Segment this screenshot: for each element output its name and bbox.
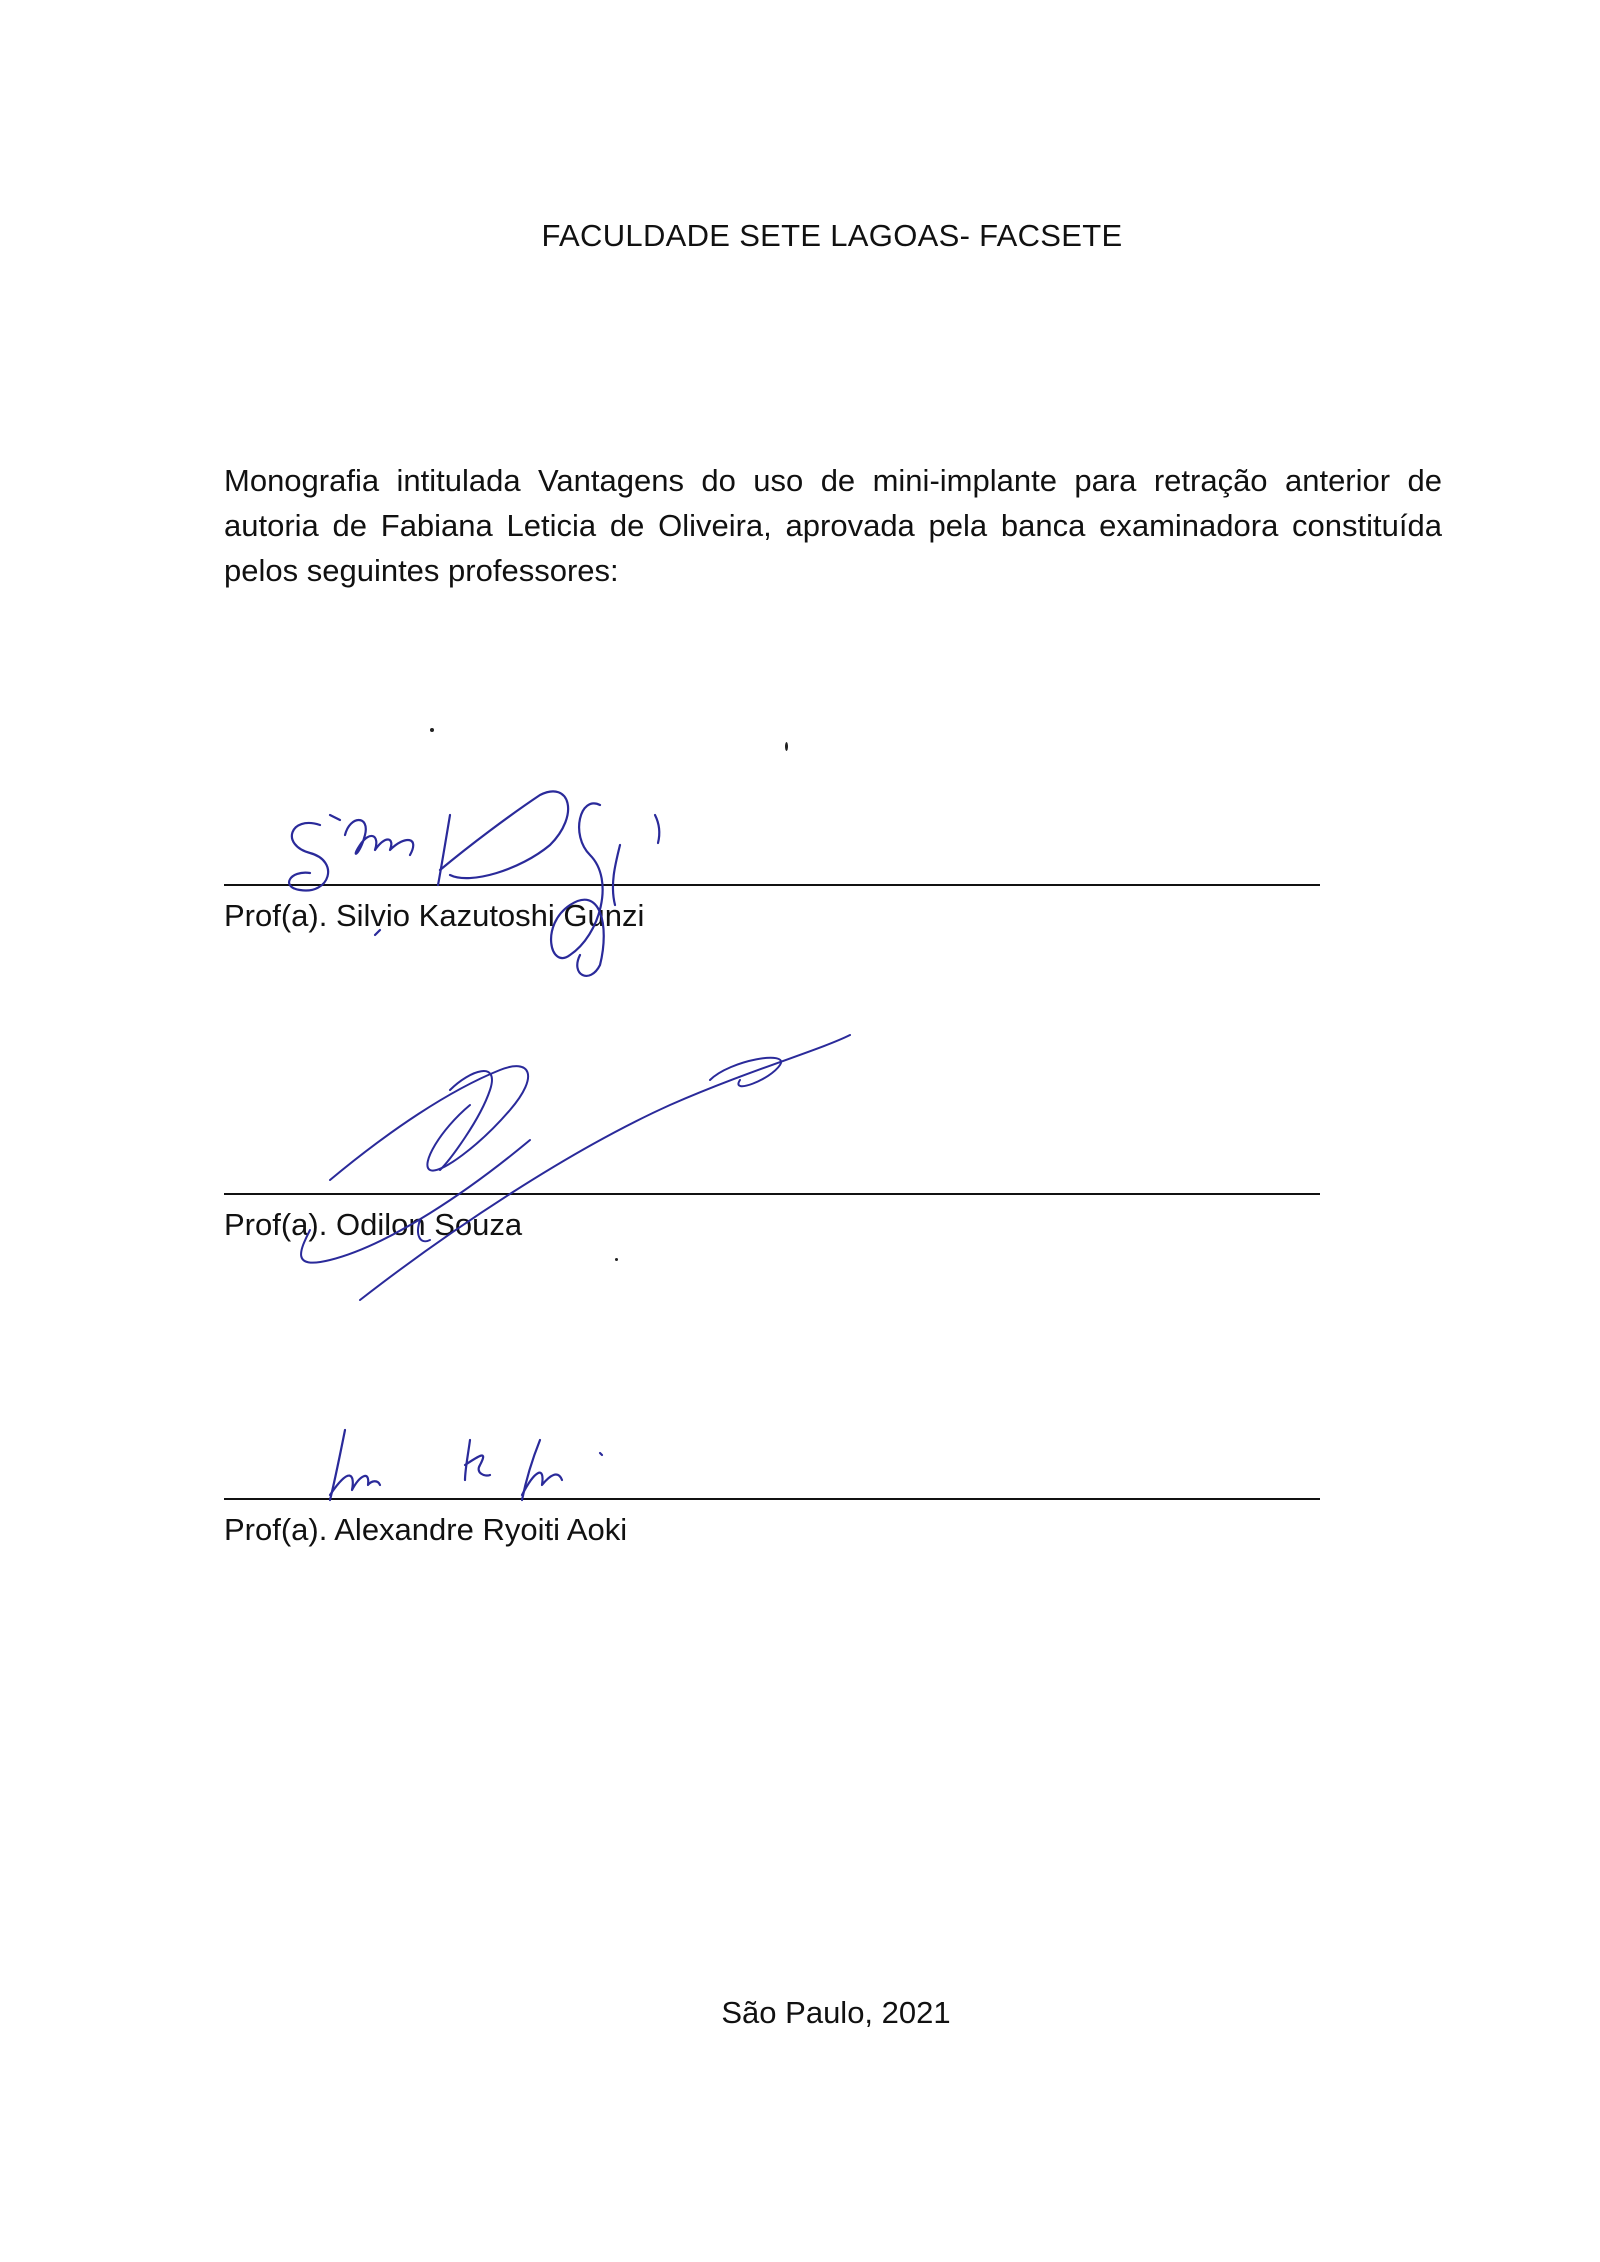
handwritten-signature-3: [300, 1425, 620, 1505]
signature-block-1: [224, 884, 1320, 934]
examiner-name: Prof(a). Alexandre Ryoiti Aoki: [224, 1512, 628, 1547]
examiner-name: Prof(a). Odilon Souza: [224, 1207, 523, 1242]
handwritten-signature-2: [270, 1010, 870, 1310]
signature-line: [224, 1498, 1320, 1500]
signature-line: [224, 1193, 1320, 1195]
institution-title: FACULDADE SETE LAGOAS- FACSETE: [541, 218, 1123, 253]
scan-speck: [430, 728, 434, 732]
scan-speck: [785, 742, 788, 751]
signature-block-2: [224, 1193, 1320, 1243]
signature-block-3: [224, 1498, 1320, 1548]
scan-speck: [615, 1258, 618, 1261]
place-date: São Paulo, 2021: [721, 1995, 951, 2030]
signature-line: [224, 884, 1320, 886]
approval-statement: Monografia intitulada Vantagens do uso de mini-implante para retração anterior de autoria de Fabiana Leticia de Oliveira, aprovada pela banca examinadora constituída pelos seguintes professores:: [224, 463, 1442, 588]
examiner-name: Prof(a). Silvio Kazutoshi Gunzi: [224, 898, 645, 933]
